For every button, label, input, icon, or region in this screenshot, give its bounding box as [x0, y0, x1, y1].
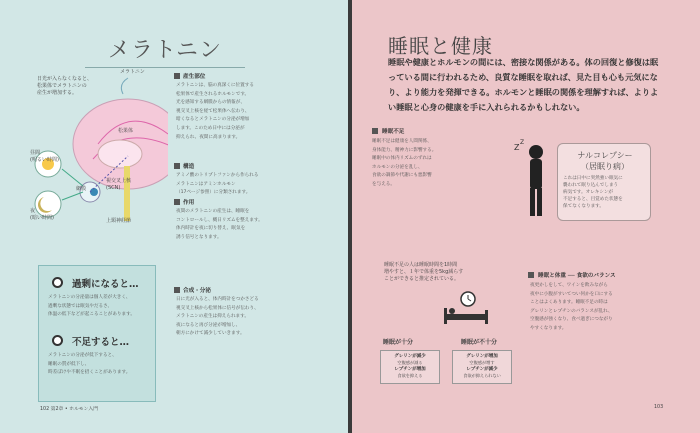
figure-caption: 日光が入らなくなると、 松果体でメラトニンの 産生が増加する。 [37, 76, 93, 96]
body-weight-balance: 夜更かしをして、ワインを飲みながら 夜中に小腹がすいてつい何かを口にする ことはよくあります。睡眠不足の時は グレリンとレプチンのバランスが乱れ、 空腹感が強くなり、食べ過ぎにつながり やすくなります。 [530, 283, 613, 331]
heading-weight-balance: 睡眠と体重 ── 食欲のバランス [538, 273, 616, 279]
heading-marker [174, 287, 180, 293]
right-page-title: 睡眠と健康 [388, 34, 493, 58]
label-enough-sleep: 睡眠が十分 [383, 339, 414, 346]
label-not-enough-sleep: 睡眠が不十分 [461, 339, 498, 346]
heading-source: 産生部位 [183, 74, 206, 80]
box-right-line1: グレリンが増加 [466, 354, 498, 359]
narcolepsy-figure [512, 138, 552, 218]
lead-paragraph: 睡眠や健康とホルモンの間には、密接な関係がある。体の回復と修復は眠っている間に行われるため、良質な睡眠を取れば、見た目も心も元気になり、より能力を発揮できる。ホルモンと睡眠の関係を理解すれば、よりよい睡眠と心身の健康を手に入れられるかもしれない。 [388, 57, 659, 112]
heading-marker [174, 163, 180, 169]
body-source: メラトニンは、脳の真深くに位置する 松果体で産生されるホルモンです。 光を感知する網膜からの情報が、 視交叉上核を経て松果体へ伝わり、 暗くなるとメラトニンの分泌が増加 します。このため日中には分泌が 抑えられ、夜間に高まります。 [176, 83, 254, 140]
heading-structure: 構造 [183, 164, 195, 170]
label-night: 夜 (暗い時間) [30, 208, 54, 221]
left-footer: 102 第2章 • ホルモン入門 [40, 407, 98, 412]
box-heading-deficit: 不足すると… [72, 337, 130, 348]
label-ganglion: 上頸神経節 [106, 218, 132, 224]
box-left-line4: 食欲を抑える [397, 373, 423, 378]
narcolepsy-title: ナルコレプシー （居眠り病） [577, 151, 633, 171]
label-pineal: 松果体 [118, 128, 134, 134]
bed-clock-illustration [440, 290, 490, 330]
heading-action: 作用 [183, 200, 195, 206]
not-enough-sleep-box [452, 350, 512, 384]
heading-marker [174, 199, 180, 205]
label-day: 昼間 (明るい時間) [30, 150, 59, 163]
left-page-title: メラトニン [85, 33, 245, 68]
heading-sleep-deprivation: 睡眠不足 [382, 129, 405, 135]
box-left-line3: レプチンが増加 [394, 367, 426, 372]
body-action: 夜間のメラトニンの産生は、睡眠を コントロールし、概日リズムを整えます。 体内時計を夜に切り替え、眠気を 誘う信号となります。 [176, 209, 263, 240]
weight-caption: 睡眠不足の人は睡眠時間を1時間 増やすと、１年で体重を5kg減らす ことができると推定されている。 [384, 262, 464, 282]
box-body-deficit: メラトニンの分泌が低下すると、 睡眠の質が低下し、 時差ぼけや不眠を招くことがあります。 [48, 353, 131, 376]
svg-text:Z: Z [514, 143, 520, 152]
left-page [0, 0, 348, 433]
heading-synthesis: 合成・分泌 [183, 288, 211, 294]
label-eye: 網膜 [76, 186, 87, 192]
body-structure: アミノ酸のトリプトファンから作られる メラトニンはアミンホルモン （17ページ参照）に分類されます。 [176, 173, 259, 196]
svg-text:Z: Z [520, 139, 525, 146]
heading-marker [528, 272, 534, 278]
box-right-line2: 空腹感が増す [469, 360, 495, 365]
box-right-line4: 食欲が抑えられない [463, 373, 501, 378]
heading-marker [174, 73, 180, 79]
body-synthesis: 日に光が入ると、体内時計をつかさどる 視交叉上核から松果体に信号が伝わり、 メラトニンの産生は抑えられます。 夜になると再び分泌が増加し、 朝方にかけて減少していきます。 [176, 297, 259, 337]
enough-sleep-box [380, 350, 440, 384]
deficit-icon [52, 335, 63, 346]
body-sleep-deprivation: 睡眠不足は健康を人間関係、 身体能力、精神力に影響する。 睡眠中の体内リズムのずれは ホルモンの分泌を乱し、 食欲の調節や代謝にも悪影響 を与える。 [372, 139, 437, 187]
heading-marker [372, 128, 378, 134]
box-body-excess: メラトニンの分泌量は個人差が大きく、 過剰な状態では眠気やだるさ、 体温の低下などが起こることがあります。 [48, 295, 135, 318]
box-heading-excess: 過剰になると… [72, 279, 139, 290]
excess-icon [52, 277, 63, 288]
box-left-line2: 空腹感が減る [397, 360, 423, 365]
right-footer: 103 [654, 405, 664, 410]
label-scn: 視交叉上核 (SCN) [106, 178, 132, 191]
narcolepsy-text: これは日中に突然強い眠気に 襲われて眠り込んでしまう 病気です。オレキシンが 不足すると、目覚めた状態を 保てなくなります。 [563, 176, 623, 209]
box-right-line3: レプチンが減少 [466, 367, 498, 372]
box-left-line1: グレリンが減少 [394, 354, 426, 359]
label-melatonin: メラトニン [120, 69, 145, 75]
